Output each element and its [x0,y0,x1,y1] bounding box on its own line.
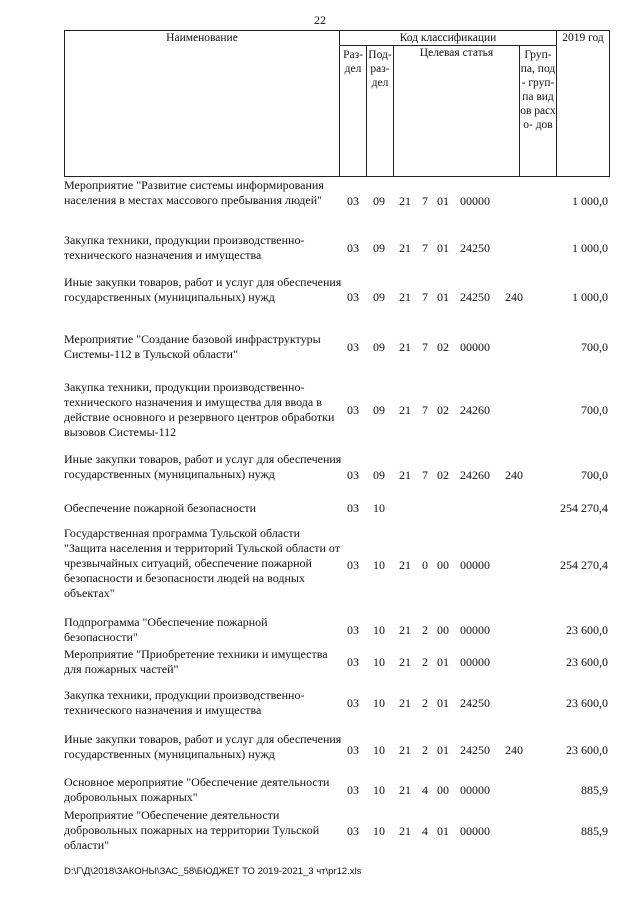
header-classification: Код классификации [340,31,557,46]
row-code-subprogram: 4 [422,824,428,838]
row-podrazdel: 09 [373,403,385,417]
row-code-direction: 24250 [460,241,490,255]
row-code-event: 00 [437,623,449,637]
row-group: 240 [505,743,523,757]
row-code-direction: 00000 [460,655,490,669]
row-razdel: 03 [347,696,359,710]
row-podrazdel: 09 [373,194,385,208]
row-podrazdel: 09 [373,241,385,255]
row-code-event: 01 [437,194,449,208]
row-razdel: 03 [347,623,359,637]
row-code-subprogram: 4 [422,783,428,797]
row-razdel: 03 [347,241,359,255]
row-podrazdel: 10 [373,655,385,669]
row-group: 240 [505,468,523,482]
row-code-subprogram: 0 [422,558,428,572]
row-amount: 254 270,4 [560,501,608,515]
row-name: Мероприятие "Создание базовой инфраструктуры Системы-112 в Тульской области" [64,332,321,361]
row-amount: 1 000,0 [572,290,608,304]
row-amount: 23 600,0 [566,655,608,669]
row-razdel: 03 [347,194,359,208]
row-name: Закупка техники, продукции производственно-технического назначения и имущества [64,233,305,262]
row-razdel: 03 [347,403,359,417]
row-code-subprogram: 2 [422,623,428,637]
row-code-direction: 24250 [460,290,490,304]
row-code-subprogram: 7 [422,241,428,255]
row-code-subprogram: 2 [422,696,428,710]
row-razdel: 03 [347,290,359,304]
header-target: Целевая статья [394,46,520,177]
row-podrazdel: 10 [373,824,385,838]
row-podrazdel: 10 [373,743,385,757]
row-code-event: 01 [437,290,449,304]
row-podrazdel: 10 [373,696,385,710]
row-razdel: 03 [347,558,359,572]
row-code-program: 21 [399,340,411,354]
row-amount: 1 000,0 [572,241,608,255]
row-code-event: 01 [437,824,449,838]
table-header [64,30,610,177]
row-code-program: 21 [399,290,411,304]
row-razdel: 03 [347,743,359,757]
row-razdel: 03 [347,501,359,515]
row-amount: 700,0 [581,340,608,354]
row-amount: 700,0 [581,403,608,417]
row-code-event: 02 [437,340,449,354]
row-name: Государственная программа Тульской области "Защита населения и территорий Тульской области от чрезвычайных ситуаций, обеспечение пожарной безопасности и безопасности людей на водных объектах" [64,526,341,600]
row-code-program: 21 [399,824,411,838]
row-podrazdel: 10 [373,558,385,572]
row-podrazdel: 10 [373,501,385,515]
row-code-program: 21 [399,241,411,255]
row-podrazdel: 10 [373,783,385,797]
row-name: Мероприятие "Обеспечение деятельности добровольных пожарных на территории Тульской области" [64,808,320,852]
row-amount: 23 600,0 [566,743,608,757]
row-code-event: 01 [437,696,449,710]
row-name: Иные закупки товаров, работ и услуг для обеспечения государственных (муниципальных) нужд [64,275,342,304]
header-razdel: Раз- дел [340,46,367,177]
row-name: Закупка техники, продукции производственно-технического назначения и имущества [64,688,305,717]
row-amount: 885,9 [581,783,608,797]
row-name: Иные закупки товаров, работ и услуг для обеспечения государственных (муниципальных) нужд [64,452,342,481]
row-podrazdel: 09 [373,468,385,482]
row-name: Мероприятие "Развитие системы информирования населения в местах массового пребывания людей" [64,178,324,207]
row-code-event: 00 [437,783,449,797]
header-name: Наименование [65,31,340,177]
row-name: Подпрограмма "Обеспечение пожарной безопасности" [64,615,268,644]
header-year: 2019 год [557,31,610,177]
row-razdel: 03 [347,783,359,797]
row-code-direction: 24260 [460,468,490,482]
row-code-direction: 00000 [460,783,490,797]
row-code-event: 00 [437,558,449,572]
row-podrazdel: 10 [373,623,385,637]
row-podrazdel: 09 [373,340,385,354]
row-code-program: 21 [399,468,411,482]
row-code-program: 21 [399,655,411,669]
row-code-program: 21 [399,194,411,208]
row-name: Иные закупки товаров, работ и услуг для обеспечения государственных (муниципальных) нужд [64,732,342,761]
row-podrazdel: 09 [373,290,385,304]
row-razdel: 03 [347,468,359,482]
row-code-program: 21 [399,623,411,637]
row-code-subprogram: 2 [422,743,428,757]
row-code-program: 21 [399,403,411,417]
row-amount: 1 000,0 [572,194,608,208]
row-code-subprogram: 7 [422,468,428,482]
row-name: Основное мероприятие "Обеспечение деятельности добровольных пожарных" [64,775,330,804]
row-code-event: 01 [437,241,449,255]
row-code-direction: 24250 [460,696,490,710]
row-code-event: 02 [437,468,449,482]
row-code-subprogram: 7 [422,340,428,354]
header-podrazdel: Под- раз- дел [367,46,394,177]
file-path-footer: D:\Г\Д\2018\ЗАКОНЫ\ЗАС_58\БЮДЖЕТ ТО 2019-2021_3 чт\pr12.xls [64,866,362,877]
row-code-program: 21 [399,558,411,572]
row-code-direction: 00000 [460,340,490,354]
row-code-direction: 00000 [460,824,490,838]
row-code-subprogram: 7 [422,403,428,417]
row-code-subprogram: 7 [422,194,428,208]
row-code-direction: 00000 [460,194,490,208]
row-amount: 885,9 [581,824,608,838]
row-name: Мероприятие "Приобретение техники и имущества для пожарных частей" [64,647,328,676]
row-amount: 23 600,0 [566,696,608,710]
row-code-program: 21 [399,696,411,710]
row-code-event: 01 [437,743,449,757]
header-group: Груп- па, под- груп- па видов расхо- дов [520,46,557,177]
row-code-event: 02 [437,403,449,417]
row-code-subprogram: 2 [422,655,428,669]
row-code-subprogram: 7 [422,290,428,304]
row-code-program: 21 [399,743,411,757]
row-razdel: 03 [347,340,359,354]
row-code-direction: 24250 [460,743,490,757]
row-amount: 700,0 [581,468,608,482]
row-name: Закупка техники, продукции производственно-технического назначения и имущества для ввода в действие основного и резервного центров обработки вызовов Системы-112 [64,380,335,439]
row-code-direction: 24260 [460,403,490,417]
row-razdel: 03 [347,655,359,669]
row-name: Обеспечение пожарной безопасности [64,501,257,515]
row-group: 240 [505,290,523,304]
row-code-direction: 00000 [460,558,490,572]
row-amount: 23 600,0 [566,623,608,637]
row-code-direction: 00000 [460,623,490,637]
row-code-event: 01 [437,655,449,669]
row-code-program: 21 [399,783,411,797]
page-number: 22 [314,13,326,27]
row-amount: 254 270,4 [560,558,608,572]
row-razdel: 03 [347,824,359,838]
